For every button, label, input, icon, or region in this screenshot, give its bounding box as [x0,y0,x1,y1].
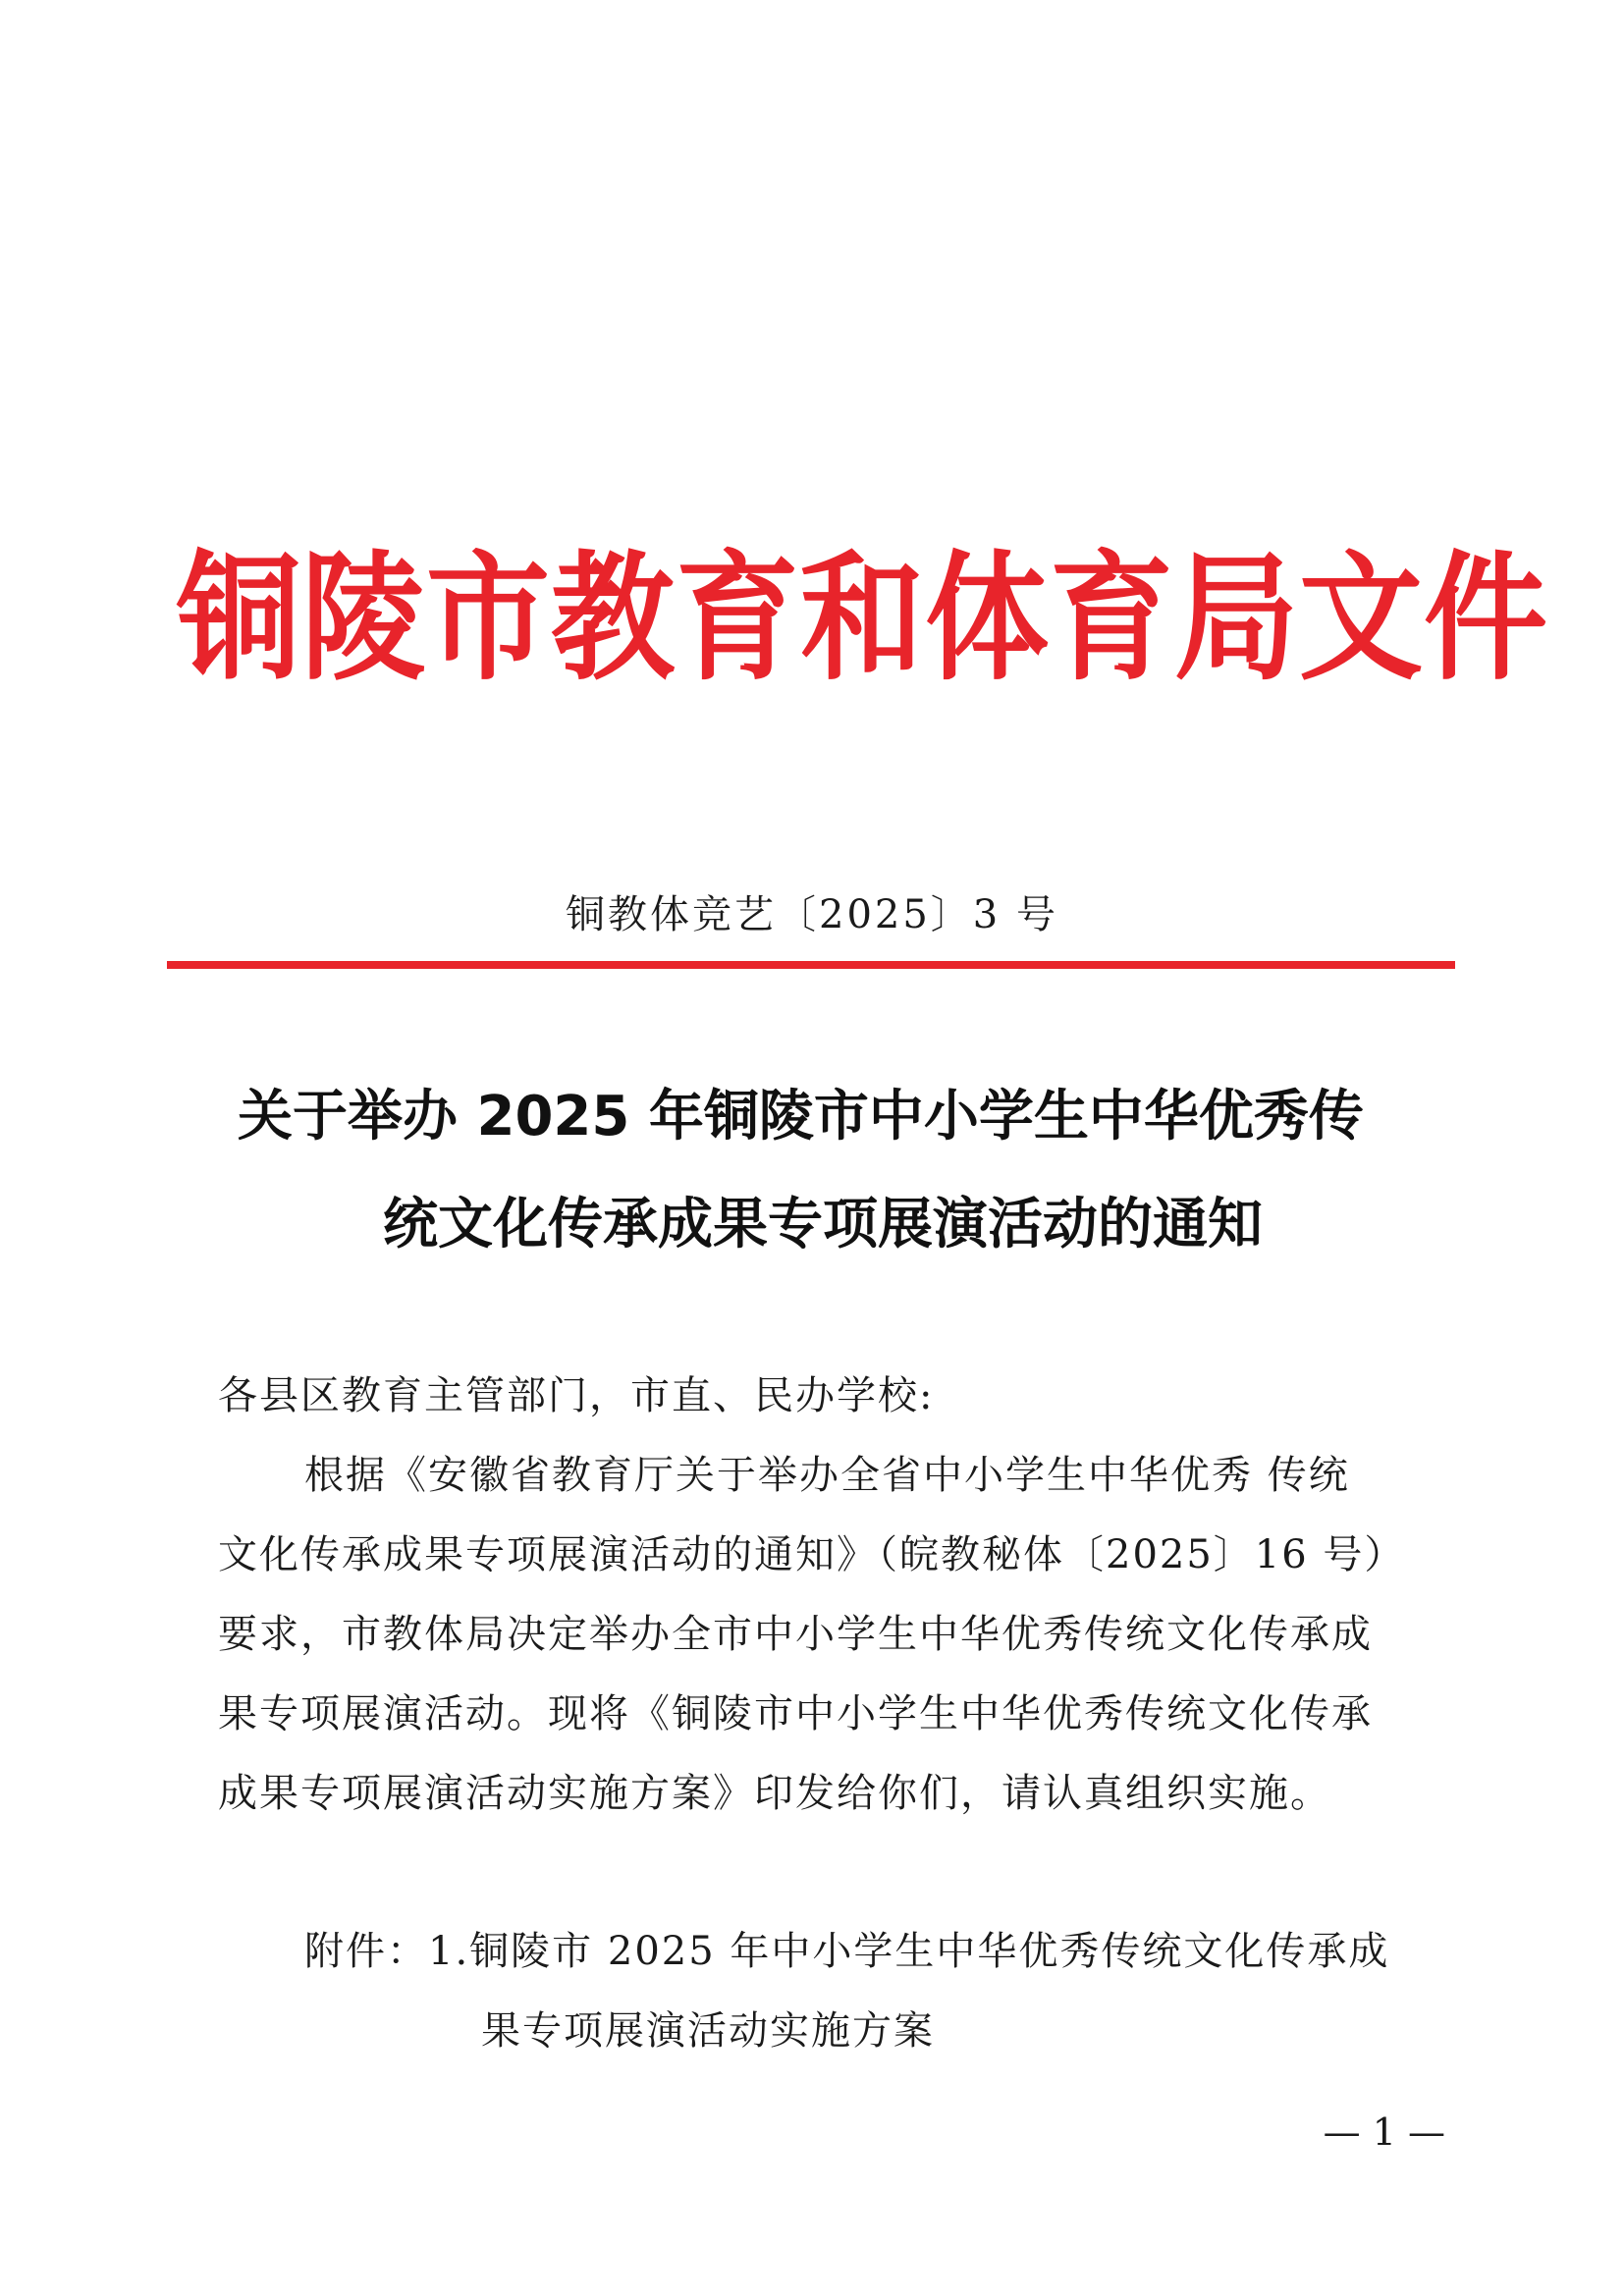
notice-title-line-1: 关于举办 2025 年铜陵市中小学生中华优秀传 [238,1085,1364,1148]
attachment-line-2: 果专项展演活动实施方案 [481,2008,935,2054]
paragraph-line: 成果专项展演活动实施方案》印发给你们，请认真组织实施。 [218,1771,1331,1816]
salutation: 各县区教育主管部门，市直、民办学校: [218,1373,935,1418]
red-divider-line [167,961,1455,969]
notice-title-line-2: 统文化传承成果专项展演活动的通知 [383,1193,1263,1256]
document-number: 铜教体竞艺〔2025〕3 号 [566,892,1058,937]
paragraph-line: 果专项展演活动。现将《铜陵市中小学生中华优秀传统文化传承 [218,1691,1373,1736]
paragraph-line: 文化传承成果专项展演活动的通知》（皖教秘体〔2025〕16 号） [218,1532,1406,1577]
paragraph-line: 要求，市教体局决定举办全市中小学生中华优秀传统文化传承成 [218,1612,1373,1657]
masthead-title: 铜陵市教育和体育局文件 [177,537,1548,700]
attachment-line-1: 附件：1.铜陵市 2025 年中小学生中华优秀传统文化传承成 [304,1929,1390,1974]
paragraph-line: 根据《安徽省教育厅关于举办全省中小学生中华优秀 传统 [304,1453,1350,1498]
page-number: — 1 — [1323,2110,1445,2154]
